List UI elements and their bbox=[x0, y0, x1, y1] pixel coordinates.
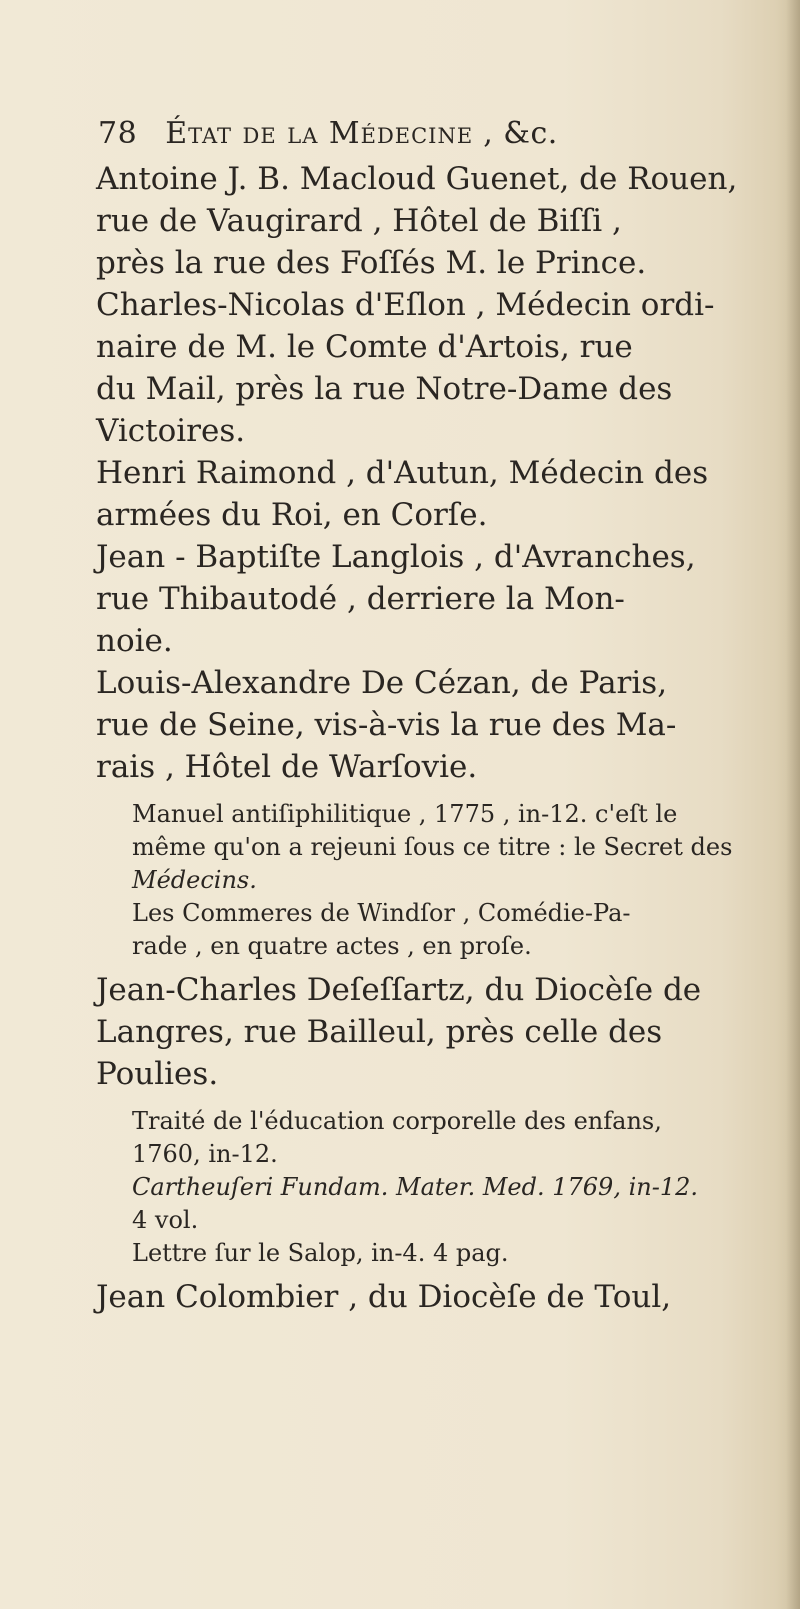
entry-line: Poulies. bbox=[96, 1056, 219, 1092]
entry-line: Jean - Baptiſte Langlois , d'Avranches, bbox=[96, 539, 696, 575]
page-number: 78 bbox=[98, 116, 138, 151]
running-title-etc: , &c. bbox=[483, 116, 558, 151]
work-line: Les Commeres de Windſor , Comédie-Pa- bbox=[132, 899, 631, 927]
entry-colombier bbox=[96, 1276, 756, 1318]
entry-line: Henri Raimond , d'Autun, Médecin des bbox=[96, 455, 709, 491]
running-header bbox=[96, 110, 756, 158]
work-line: même qu'on a rejeuni ſous ce titre : le Secret des bbox=[132, 833, 733, 861]
entry-macloud-guenet bbox=[96, 158, 756, 284]
entry-line: rue de Vaugirard , Hôtel de Biſſi , bbox=[96, 203, 622, 239]
entry-line: naire de M. le Comte d'Artois, rue bbox=[96, 329, 633, 365]
entry-langlois bbox=[96, 536, 756, 662]
work-item bbox=[96, 1105, 756, 1171]
entry-line: du Mail, près la rue Notre-Dame des bbox=[96, 371, 673, 407]
entry-line: Jean-Charles Deſeſſartz, du Diocèſe de bbox=[96, 972, 702, 1008]
work-item bbox=[96, 798, 756, 897]
entry-line: Langres, rue Bailleul, près celle des bbox=[96, 1014, 663, 1050]
work-line: rade , en quatre actes , en proſe. bbox=[132, 932, 532, 960]
entry-line: noie. bbox=[96, 623, 173, 659]
work-line: Médecins. bbox=[132, 866, 257, 894]
entry-line: près la rue des Foſſés M. le Prince. bbox=[96, 245, 647, 281]
entry-line: Jean Colombier , du Diocèſe de Toul, bbox=[96, 1279, 672, 1315]
entry-de-cezan bbox=[96, 662, 756, 788]
work-line: Traité de l'éducation corporelle des enfans, bbox=[132, 1107, 662, 1135]
entry-line: Charles-Nicolas d'Eſlon , Médecin ordi- bbox=[96, 287, 715, 323]
works-list-de-cezan bbox=[96, 798, 756, 963]
entry-line: Antoine J. B. Macloud Guenet, de Rouen, bbox=[96, 161, 738, 197]
page-edge-shadow bbox=[786, 0, 800, 1609]
entry-line: rue Thibautodé , derriere la Mon- bbox=[96, 581, 625, 617]
work-line: 1760, in-12. bbox=[132, 1140, 278, 1168]
entry-d-eslon bbox=[96, 284, 756, 452]
entry-line: armées du Roi, en Corſe. bbox=[96, 497, 488, 533]
work-item bbox=[96, 1171, 756, 1237]
entry-line: rue de Seine, vis-à-vis la rue des Ma- bbox=[96, 707, 677, 743]
work-item bbox=[96, 1237, 756, 1270]
page-text bbox=[96, 110, 756, 1318]
work-line: 4 vol. bbox=[132, 1206, 199, 1234]
work-line: Cartheuſeri Fundam. Mater. Med. 1769, in-12. bbox=[132, 1173, 698, 1201]
works-list-desessartz bbox=[96, 1105, 756, 1270]
entry-raimond bbox=[96, 452, 756, 536]
work-line: Lettre ſur le Salop, in-4. 4 pag. bbox=[132, 1239, 509, 1267]
work-line: Manuel antiſiphilitique , 1775 , in-12. c'eſt le bbox=[132, 800, 678, 828]
running-title: État de la Médecine bbox=[165, 116, 474, 151]
entry-line: rais , Hôtel de Warſovie. bbox=[96, 749, 478, 785]
entry-line: Louis-Alexandre De Cézan, de Paris, bbox=[96, 665, 668, 701]
entry-line: Victoires. bbox=[96, 413, 246, 449]
entry-desessartz bbox=[96, 969, 756, 1095]
work-item bbox=[96, 897, 756, 963]
